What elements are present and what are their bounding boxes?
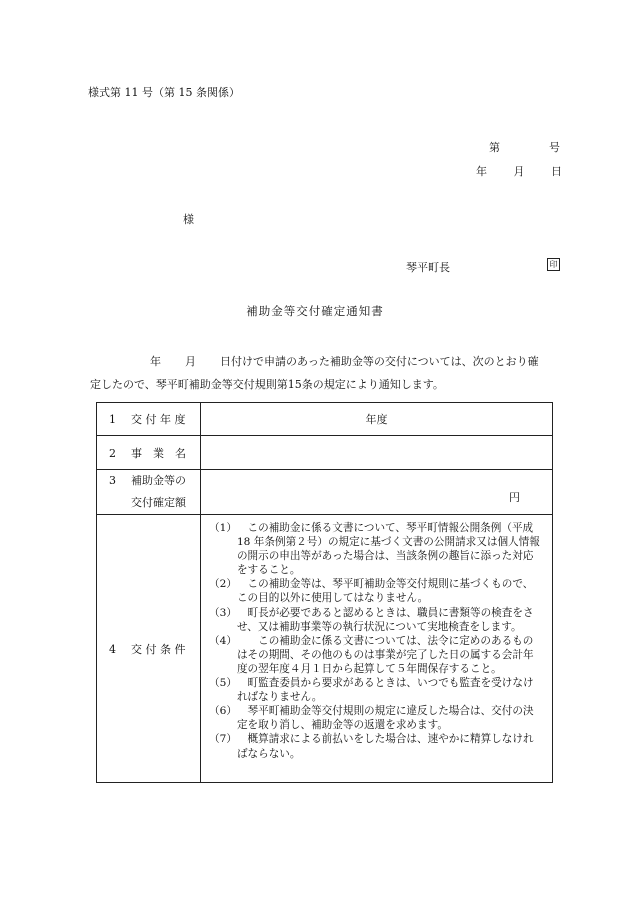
form-number: 様式第 11 号（第 15 条関係） [88,86,240,99]
condition-text: 町長が必要であると認めるときは、職員に書類等の検査をさせ、又は補助事業等の執行状況について実地検査をします。 [236,606,534,633]
condition-number: （3） [209,606,237,619]
row-label-text: 事 業 名 [131,446,186,460]
condition-text: この補助金に係る文書について、琴平町情報公開条例（平成 18 年条例第２号）の規定に基づく文書の公開請求又は個人情報の開示の申出等があった場合は、当該条例の趣旨に添った対応をすること。 [236,522,540,577]
date-day-label: 日 [551,165,562,178]
condition-item [209,634,542,676]
row-number: 2 [109,446,116,460]
row-number: 3 [109,474,116,487]
condition-item [209,606,542,634]
row-number: 1 [109,413,116,426]
details-table [96,402,553,783]
condition-number: （4） [209,634,237,647]
issuer-name: 琴平町長 [406,261,450,274]
row-label [97,403,201,436]
issue-date [476,163,562,179]
body-line-1-text: 日付けで申請のあった補助金等の交付については、次のとおり確 [220,355,539,368]
condition-number: （6） [209,705,237,718]
condition-item [209,521,542,577]
row-label [97,436,201,470]
condition-item [209,704,542,732]
fiscal-year-value: 年度 [201,403,553,436]
row-label [97,515,201,783]
project-name-value [201,436,553,470]
body-month-label: 月 [185,355,196,368]
condition-text: 町監査委員から要求があるときは、いつでも監査を受けなければなりません。 [236,677,534,704]
condition-item [209,676,542,704]
row-label-text: 交 付 条 件 [131,642,186,656]
row-label-line-2: 交付確定額 [131,496,186,509]
conditions-list [201,515,553,783]
table-row-fiscal-year [97,403,553,436]
condition-text: この補助金等は、琴平町補助金等交付規則に基づくもので、この目的以外に使用してはなりません。 [236,578,534,605]
condition-number: （1） [209,522,237,534]
seal-mark: 印 [547,258,560,271]
date-month-label: 月 [513,165,525,178]
table-row-project-name [97,436,553,470]
table-row-confirmed-amount [97,470,553,515]
condition-number: （2） [209,578,237,591]
confirmed-amount-value: 円 [201,470,553,515]
condition-text: 琴平町補助金等交付規則の規定に違反した場合は、交付の決定を取り消し、補助金等の返還を求めます。 [236,705,534,732]
condition-number: （7） [209,733,237,746]
condition-text: 概算請求による前払いをした場合は、速やかに精算しなければならない。 [236,733,534,760]
body-line-1 [150,353,539,369]
body-line-2: 定したので、琴平町補助金等交付規則第15条の規定により通知します。 [90,378,444,391]
row-label-line-1: 補助金等の [131,474,186,487]
row-number: 4 [109,642,116,656]
table-row-conditions [97,515,553,783]
condition-text: この補助金に係る文書については、法令に定めのあるものはその期間、その他のものは事業が完了した日の属する会計年度の翌年度４月１日から起算して５年間保存すること。 [236,634,534,675]
row-label [97,470,201,515]
document-number-suffix: 号 [549,141,560,154]
addressee-suffix: 様 [183,213,194,226]
row-label-text: 交 付 年 度 [131,413,186,426]
condition-item [209,577,542,605]
document-title: 補助金等交付確定通知書 [246,304,384,318]
body-year-label: 年 [150,355,161,368]
document-number-prefix: 第 [489,141,500,154]
date-year-label: 年 [476,165,487,178]
condition-item [209,732,542,760]
condition-number: （5） [209,677,237,690]
